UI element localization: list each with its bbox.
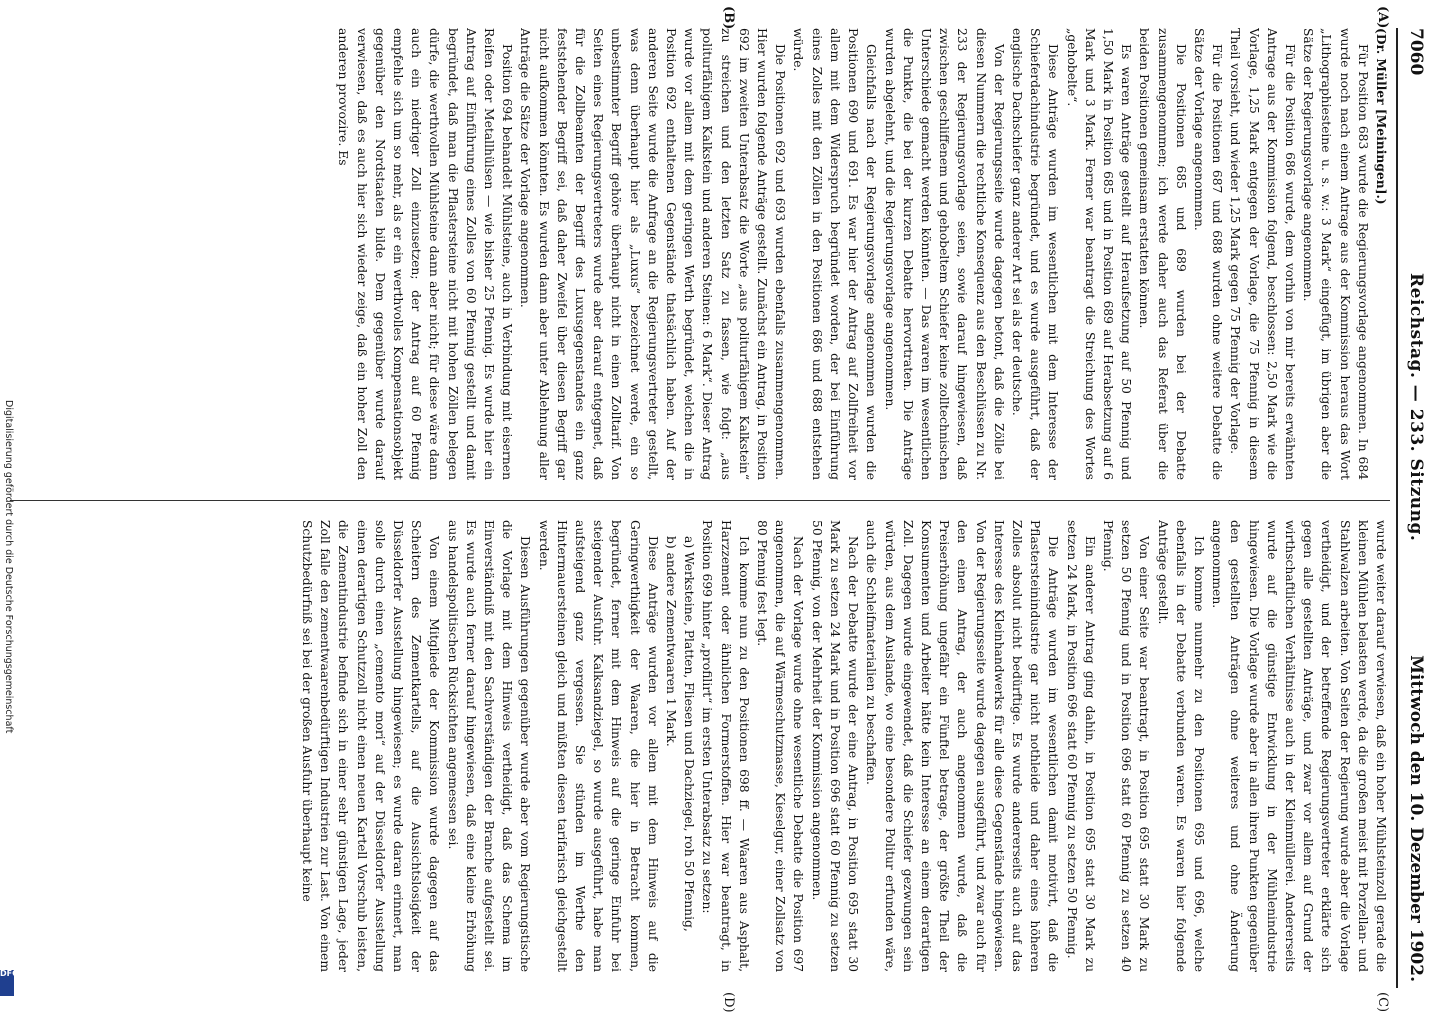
paragraph: Ich komme nun zu den Positionen 698 ff. — Waaren aus Asphalt, Harzzement oder ähnlichen Formerstoffen. Hier war beantragt, in Position 699 hinter „profilirt“ im ersten Unterabsatz zu setzen: <box>700 520 751 972</box>
paragraph: Von einem Mitgliede der Kommission wurde dagegen auf das Scheitern des Zementkartells, auf die Aussichtslosigkeit der Düsseldorfer Ausstellung hingewiesen; es wurde daran erinnert, man solle durch einen „cemento mori“ auf der Düsseldorfer Ausstellung einen derartigen Schutzzoll nicht einen neuen Kartell Vorschub leisten, die Zementindustrie befinde sich in einer sehr günstigen Lage, jeder Zoll falle den zementwaarenbedürftigen Industrien zur Last. Von einem Schutzbedürfniß sei bei der großen Ausfuhr überhaupt keine <box>300 520 442 972</box>
margin-marker-a: (A) <box>1375 6 1390 29</box>
left-column <box>0 28 1390 480</box>
paragraph: Die Positionen 685 und 689 wurden bei der Debatte zusammengenommen; ich werde daher auch das Referat über die beiden Positionen gemeinsam erstatten können. <box>1137 28 1188 480</box>
paragraph: Position 694 behandelt Mühlsteine, auch in Verbindung mit eisernen Reifen oder Metallhülsen — wie bisher 25 Pfennig. Es wurde hier ein Antrag auf Einführung eines Zolles von 60 Pfennig gestellt und damit begründet, daß man die Pflastersteine nicht mit hohen Zöllen belegen dürfe, die werthvollen Mühlsteine dann aber nicht; für diese wäre dann auch ein niedriger Zoll einzusetzen; der Antrag auf 60 Pfennig empfehle sich um so mehr, als er ein werthvolles Kompensationsobjekt gegenüber den Nordstaaten bilde. Dem gegenüber wurde darauf verwiesen, daß es auch hier sich wieder zeige, daß ein hoher Zoll den anderen provozire. Es <box>336 28 515 480</box>
paragraph: Die Anträge wurden im wesentlichen damit motivirt, daß die Pflastersteinindustrie gar nicht nothleide und daher eines höheren Zolles absolut nicht bedürftige. Es wurde andererseits auch auf das Interesse des Kleinhandwerks für alle diese Gegenstände hingewiesen. Von der Regierungsseite wurde dagegen ausgeführt, und zwar auch für den einen Antrag, der auch angenommen wurde, daß die Preiserhöhung ungefähr ein Fünftel betrage, der größte Theil der Konsumenten und Arbeiter hätte kein Interesse an einem derartigen Zoll. Dagegen wurde eingewendet, daß die Schiefer gezwungen sein würden, aus dem Auslande, wo eine besondere Politur erfunden wäre, auch die Schleifmaterialien zu beschaffen. <box>864 520 1061 972</box>
margin-marker-b: (B) <box>721 6 736 30</box>
running-head <box>1400 28 1426 988</box>
page-number: 7060 <box>1406 28 1426 76</box>
digitization-credit: Digitalisierung gefördert durch die Deutsche Forschungsgemeinschaft <box>3 400 14 734</box>
paragraph: Ein anderer Antrag ging dahin, in Position 695 statt 30 Mark zu setzen 24 Mark, in Position 696 statt 60 Pfennig zu setzen 50 Pfennig. <box>1064 520 1097 972</box>
header-rule <box>1396 28 1398 988</box>
paragraph: Nach der Debatte wurde der eine Antrag, in Position 695 statt 30 Mark zu setzen 24 Mark und in Position 696 statt 60 Pfennig zu setzen 50 Pfennig, von der Mehrheit der Kommission angenommen. <box>809 520 861 972</box>
paragraph: Für Position 683 wurde die Regierungsvorlage angenommen. In 684 wurde noch nach einem Antrage aus der Kommission heraus das Wort „Lithographiesteine u. s. w.: 3 Mark“ eingefügt, im übrigen aber die Sätze der Regierungsvorlage angenommen. <box>1301 28 1370 480</box>
speaker-label: (Dr. Müller [Meiningen].) <box>1374 28 1389 205</box>
right-column <box>0 520 1390 972</box>
list-item: a) Werksteine, Platten, Fliesen und Dachziegel, roh 50 Pfennig, <box>682 536 697 932</box>
paragraph: Es waren Anträge gestellt auf Heraufsetzung auf 50 Pfennig und 1,50 Mark in Position 685 und in Position 689 auf Herabsetzung auf 6 Mark und 3 Mark. Ferner war beantragt die Streichung des Wortes „gehobelte“. <box>1064 28 1134 480</box>
margin-marker-c: (C) <box>1375 992 1390 1013</box>
paragraph: Für die Positionen 687 und 688 wurden ohne weitere Debatte die Sätze der Vorlage angenommen. <box>1191 28 1225 480</box>
list-item: b) andere Zementwaaren 1 Mark. <box>664 536 679 747</box>
paragraph: Diese Anträge wurden vor allem mit dem Hinweis auf die Geringwerthigkeit der Waaren, die hier in Betracht kommen, begründet, ferner mit dem Hinweis auf die geringe Einfuhr bei steigender Ausfuhr. Kalksandziegel, so wurde ausgeführt, habe man aufsteigend ganz vergessen. Sie stünden im Werthe den Hintermauersteinen gleich und müßten diesen tarifarisch gleichgestellt werden. <box>536 520 660 972</box>
paragraph: Diese Anträge wurden im wesentlichen mit dem Interesse der Schieferdachindustrie begründet, und es wurde ausgeführt, daß der englische Dachschiefer ganz anderer Art sei als der deutsche. <box>1009 28 1061 480</box>
paragraph: Nach der Vorlage wurde ohne wesentliche Debatte die Position 697 angenommen, die auf Wärmeschutzmasse, Kieselgur, einer Zollsatz von 80 Pfennig fest legt. <box>755 520 806 972</box>
paragraph: Für die Position 686 wurde, dem vorhin von mir bereits erwähnten Antrage aus der Kommission folgend, beschlossen: 2,50 Mark wie die Vorlage, 1,25 Mark entgegen der Vorlage, die 75 Pfennig in diesem Theil vorsieht, und wieder 1,25 Mark gegen 75 Pfennig der Vorlage. <box>1228 28 1297 480</box>
page-title: Reichstag. — 233. Sitzung. <box>1406 273 1426 542</box>
paragraph: wurde weiter darauf verwiesen, daß ein hoher Mühlsteinzoll gerade die kleinen Mühlen belasten werde, da die großen meist mit Porzellan- und Stahlwalzen arbeiten. Von Seiten der Regierung wurde aber die Vorlage vertheidigt, und der betreffende Regierungsvertreter erklärte sich gegen alle gestellten Anträge, und zwar vor allem auf Grund der wirthschaftlichen Verhältnisse auch in der Kleinmüllerei. Andererseits wurde auf die günstige Entwicklung in der Mühlenindustrie hingewiesen. Die Vorlage wurde aber in allen ihren Punkten gegenüber den gestellten Anträgen ohne weiteres und ohne Änderung angenommen. <box>1210 520 1388 972</box>
session-date: Mittwoch den 10. Dezember 1902. <box>1406 655 1426 982</box>
paragraph: Die Positionen 692 und 693 wurden ebenfalls zusammengenommen. Hier wurden folgende Anträge gestellt. Zunächst ein Antrag, in Position 692 im zweiten Unterabsatz die Worte „aus politurfähigem Kalkstein“ zu streichen und den letzten Satz zu fassen, wie folgt: „aus politurfähigem Kalkstein und anderen Steinen: 6 Mark“. Dieser Antrag wurde vor allem mit dem geringen Werth begründet, welchen die in Position 692 enthaltenen Gegenstände thatsächlich haben. Auf der anderen Seite wurde die Anfrage an die Regierungsvertreter gestellt, was denn überhaupt hier als „Luxus“ bezeichnet werde, ein so unbestimmter Begriff gehöre überhaupt nicht in einen Zolltarif. Von Seiten eines Regierungsvertreters wurde aber darauf entgegnet, daß für die Zollbeamten der Begriff des Luxusgegenstandes ein ganz feststehender Begriff sei, daß daher Zweifel über diesen Begriff gar nicht aufkommen könnten. Es wurden dann aber unter Ablehnung aller Anträge die Sätze der Vorlage angenommen. <box>518 28 788 480</box>
paragraph: Gleichfalls nach der Regierungsvorlage angenommen wurden die Positionen 690 und 691. Es war hier der Antrag auf Zollfreiheit vor allem mit dem Widerspruch begründet worden, der bei Einführung eines Zolles mit den Zöllen in den Positionen 686 und 688 entstehen würde. <box>791 28 879 480</box>
paragraph: Ich komme nunmehr zu den Positionen 695 und 696, welche ebenfalls in der Debatte verbunden waren. Es waren hier folgende Anträge gestellt. <box>1155 520 1206 972</box>
margin-marker-d: (D) <box>721 992 736 1013</box>
paragraph: Von der Regierungsseite wurde dagegen betont, daß die Zölle bei diesen Nummern die rechtliche Konsequenz aus den Beschlüssen zu Nr. 233 der Regierungsvorlage seien, sowie darauf hingewiesen, daß zwischen geschliffenem und gehobeltem Schiefer keine zolltechnischen Unterschiede gemacht werden könnten. — Das waren im wesentlichen die Punkte, die bei der kurzen Debatte hervortraten. Die Anträge wurden abgelehnt, und die Regierungsvorlage angenommen. <box>882 28 1006 480</box>
paragraph: Diesen Ausführungen gegenüber wurde aber vom Regierungstische die Vorlage mit dem Hinweis vertheidigt, daß das Schema im Einverständniß mit den Sachverständigen der Branche aufgestellt sei. Es wurde auch ferner darauf hingewiesen, daß eine kleine Erhöhung aus handelspolitischen Rücksichten angemessen sei. <box>445 520 533 972</box>
dfg-logo: DFG <box>0 970 14 996</box>
column-divider <box>10 500 1390 501</box>
paragraph: Von einer Seite war beantragt, in Position 695 statt 30 Mark zu setzen 50 Pfennig und in Position 696 statt 60 Pfennig zu setzen 40 Pfennig. <box>1100 520 1152 972</box>
